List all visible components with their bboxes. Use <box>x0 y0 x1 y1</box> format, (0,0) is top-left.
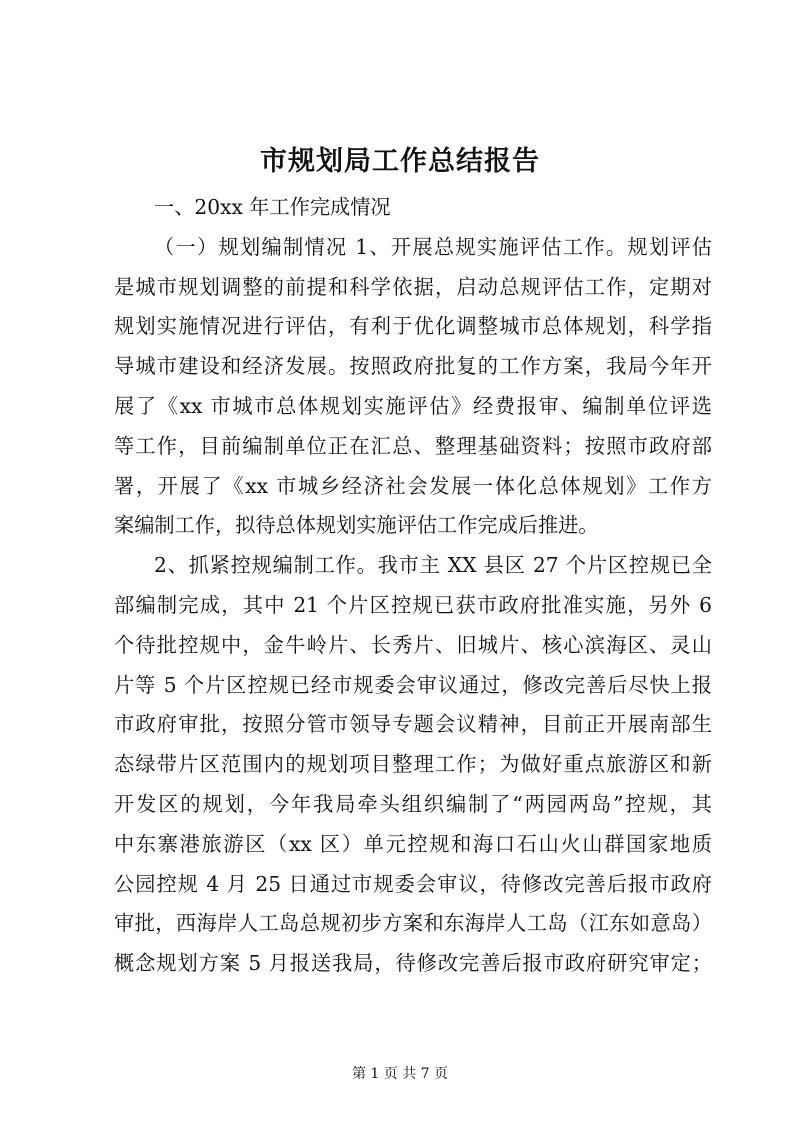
paragraph-line: 市政府审批，按照分管市领导专题会议精神，目前正开展南部生 <box>114 712 712 737</box>
paragraph-line: 展了《xx 市城市总体规划实施评估》经费报审、编制单位评选 <box>114 393 712 418</box>
paragraph-line: 片等 5 个片区控规已经市规委会审议通过，修改完善后尽快上报 <box>114 672 712 697</box>
paragraph-line: 个待批控规中，金牛岭片、长秀片、旧城片、核心滨海区、灵山 <box>114 632 712 657</box>
paragraph-line: 等工作，目前编制单位正在汇总、整理基础资料；按照市政府部 <box>114 433 712 458</box>
paragraph-line: 审批，西海岸人工岛总规初步方案和东海岸人工岛（江东如意岛） <box>114 911 712 936</box>
paragraph-line: 中东寨港旅游区（xx 区）单元控规和海口石山火山群国家地质 <box>114 831 712 856</box>
document-title: 市规划局工作总结报告 <box>260 146 540 177</box>
section-heading: 一、20xx 年工作完成情况 <box>154 195 391 219</box>
paragraph-line: 开发区的规划，今年我局牵头组织编制了“两园两岛”控规，其 <box>114 791 712 816</box>
paragraph-line: 导城市建设和经济发展。按照政府批复的工作方案，我局今年开 <box>114 354 712 379</box>
paragraph-line: 规划实施情况进行评估，有利于优化调整城市总体规划，科学指 <box>114 314 712 339</box>
paragraph-line: 是城市规划调整的前提和科学依据，启动总规评估工作，定期对 <box>114 274 712 299</box>
paragraph-line: 部编制完成，其中 21 个片区控规已获市政府批准实施，另外 6 <box>114 592 712 617</box>
paragraph-line: 公园控规 4 月 25 日通过市规委会审议，待修改完善后报市政府 <box>114 871 712 896</box>
page-number: 第 1 页 共 7 页 <box>351 1066 449 1082</box>
paragraph-line: 署，开展了《xx 市城乡经济社会发展一体化总体规划》工作方 <box>114 473 712 498</box>
document-body <box>114 188 712 984</box>
paragraph-line: 态绿带片区范围内的规划项目整理工作；为做好重点旅游区和新 <box>114 752 712 777</box>
paragraph-line: 2、抓紧控规编制工作。我市主 XX 县区 27 个片区控规已全 <box>154 553 712 578</box>
paragraph-line: （一）规划编制情况 1、开展总规实施评估工作。规划评估 <box>154 234 712 259</box>
paragraph-line: 概念规划方案 5 月报送我局，待修改完善后报市政府研究审定； <box>114 951 712 976</box>
paragraph-line: 案编制工作，拟待总体规划实施评估工作完成后推进。 <box>114 513 599 538</box>
